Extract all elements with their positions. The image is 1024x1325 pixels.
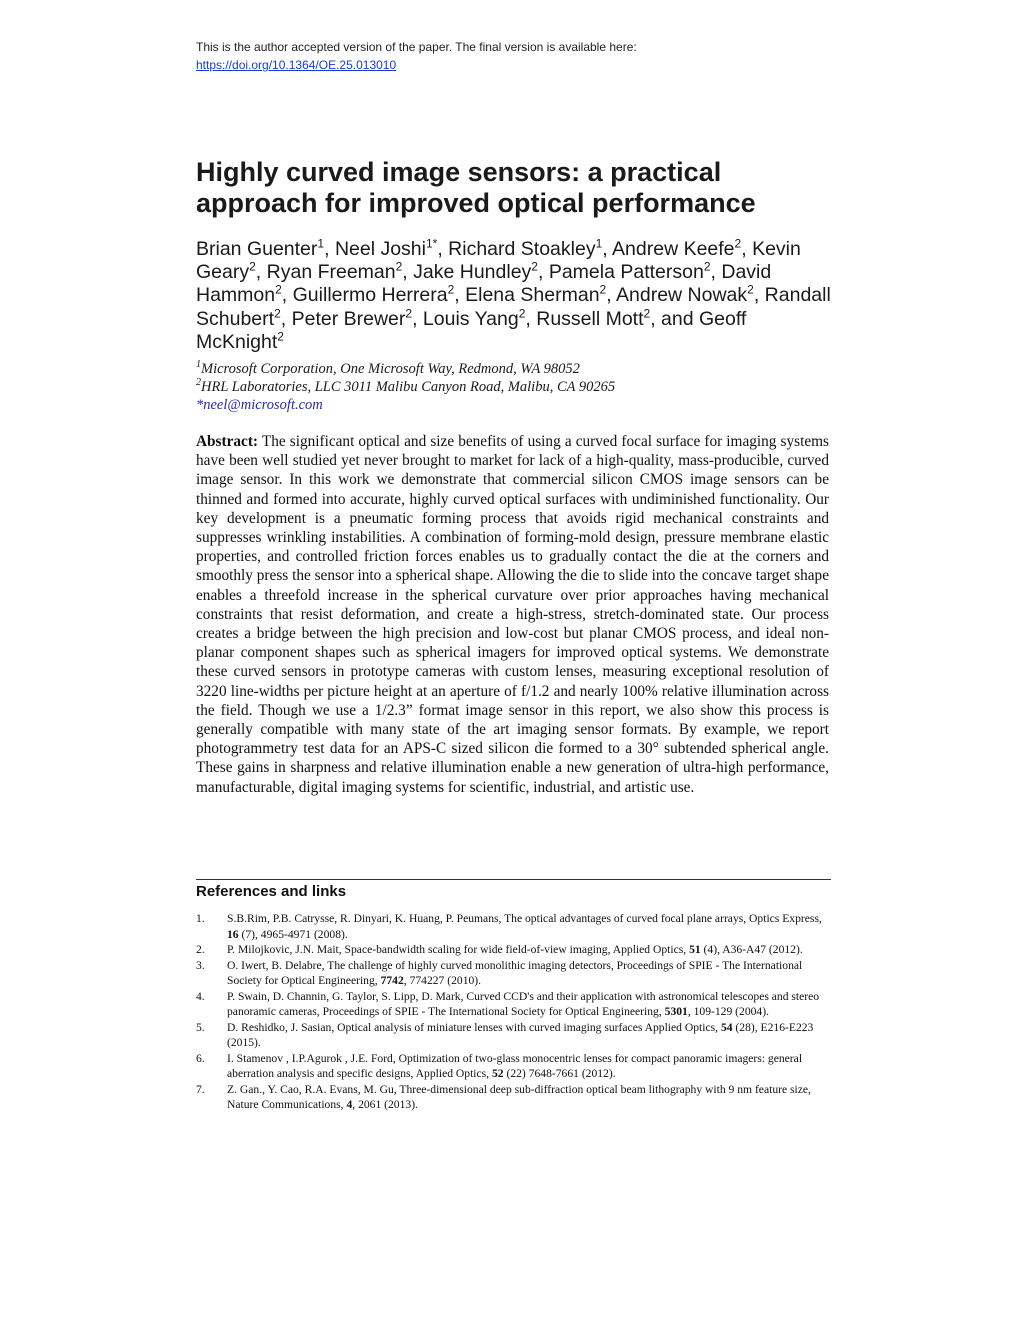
author-name: Peter Brewer [291, 307, 406, 330]
version-notice [196, 38, 637, 74]
affiliation-2: $^2$HRL Laboratories, LLC 3011 Malibu Canyon Road, Malibu, CA 90265 [196, 377, 616, 395]
reference-item [196, 989, 831, 1020]
abstract-label: Abstract: [196, 433, 259, 450]
author-affiliation-mark: 1 [317, 236, 325, 251]
reference-item [196, 1020, 831, 1051]
author-affiliation-mark: 2 [747, 282, 754, 297]
author-separator: , [454, 284, 466, 307]
author-affiliation-mark: 1* [425, 236, 438, 251]
affiliations [196, 360, 836, 414]
author-separator: , [281, 284, 293, 307]
author-affiliation-mark: 2 [599, 282, 607, 297]
author-separator: , [255, 261, 267, 284]
reference-number: 4. [196, 989, 205, 1003]
reference-volume: 5301 [664, 1005, 688, 1018]
author-name: Russell Mott [536, 307, 644, 330]
abstract [196, 432, 829, 797]
reference-list [196, 911, 831, 1113]
author-affiliation-mark: 2 [643, 306, 651, 321]
references-divider [196, 879, 831, 880]
reference-text-end: (4), A36-A47 (2012). [700, 943, 803, 956]
reference-text-end: , 2061 (2013). [352, 1098, 418, 1111]
author-affiliation-mark: 2 [703, 259, 711, 274]
author-affiliation-mark: 2 [274, 306, 281, 321]
reference-item [196, 1082, 831, 1113]
corresponding-email[interactable]: *neel@microsoft.com [196, 397, 323, 413]
author-name: Geoff McKnight [196, 307, 747, 353]
author-name: Guillermo Herrera [292, 284, 448, 307]
author-affiliation-mark: 2 [447, 282, 455, 297]
author-affiliation-mark: 2 [277, 329, 284, 344]
author-separator: , [602, 238, 613, 260]
version-notice-text: This is the author accepted version of the paper. The final version is available here: [196, 40, 637, 54]
author-separator: , [537, 261, 549, 284]
author-separator: , [412, 307, 423, 330]
author-affiliation-mark: 2 [531, 259, 538, 274]
author-list [196, 238, 836, 354]
reference-number: 6. [196, 1051, 205, 1065]
author-separator: , [324, 238, 335, 260]
author-name: Andrew Nowak [616, 284, 748, 307]
author-separator: , [402, 261, 414, 284]
affiliation-1: $^1$Microsoft Corporation, One Microsoft Way, Redmond, WA 98052 [196, 359, 580, 377]
reference-number: 5. [196, 1020, 205, 1034]
author-separator: , [525, 307, 537, 330]
reference-item [196, 958, 831, 989]
author-affiliation-mark: 2 [395, 259, 403, 274]
author-name: Kevin Geary [196, 238, 801, 284]
author-separator: , [437, 238, 449, 260]
reference-text: Z. Gan., Y. Cao, R.A. Evans, M. Gu, Three-dimensional deep sub-diffraction optical beam lithography with 9 nm feature size, Nature Communications, [227, 1082, 811, 1111]
reference-text: D. Reshidko, J. Sasian, Optical analysis of miniature lenses with curved imaging surfaces Applied Optics, [227, 1020, 721, 1034]
author-affiliation-mark: 2 [275, 282, 282, 297]
reference-volume: 51 [689, 943, 701, 956]
paper-title: Highly curved image sensors: a practical approach for improved optical performance [196, 157, 756, 218]
reference-text: P. Swain, D. Channin, G. Taylor, S. Lipp, D. Mark, Curved CCD's and their application with astronomical telescopes and stereo panoramic cameras, Proceedings of SPIE - The International Society for Optical Engineering, [227, 989, 820, 1018]
reference-volume: 54 [720, 1020, 733, 1034]
reference-text-end: (28), E216-E223 (2015). [227, 1020, 814, 1049]
author-name: Elena Sherman [465, 284, 600, 307]
abstract-text: The significant optical and size benefits of using a curved focal surface for imaging systems have been well studied yet never brought to market for lack of a high-quality, mass-producible, curved image sensor. In this work we demonstrate that commercial silicon CMOS image sensors can be thinned and formed into accurate, highly curved optical surfaces with undiminished functionality. Our key development is a pneumatic forming process that avoids rigid mechanical constraints and suppresses wrinkling instabilities. A combination of forming-mold design, pressure membrane elastic properties, and controlled friction forces enables us to gradually contact the die at the corners and smoothly press the sensor into a spherical shape. Allowing the die to slide into the concave target shape enables a threefold increase in the spherical curvature over prior approaches having mechanical constraints that resist deformation, and create a high-stress, stretch-dominated state. Our process creates a bridge between the high precision and low-cost but planar CMOS process, and ideal non-planar component shapes such as spherical imagers for improved optical systems. We demonstrate these curved sensors in prototype cameras with custom lenses, measuring exceptional resolution of 3220 line-widths per picture height at an aperture of f/1.2 and nearly 100% relative illumination across the field. Though we use a 1/2.3” format image sensor in this report, we also show this process is generally compatible with many state of the art imaging sensor formats. By example, we report photogrammetry test data for an APS-C sized silicon die formed to a 30° subtended spherical angle. These gains in sharpness and relative illumination enable a new generation of ultra-high performance, manufacturable, digital imaging systems for scientific, industrial, and artistic use. [196, 433, 829, 796]
reference-number: 1. [196, 912, 205, 925]
author-name: Pamela Patterson [548, 261, 704, 284]
author-name: Andrew Keefe [612, 238, 735, 260]
reference-volume: 16 [227, 927, 239, 941]
author-name: Richard Stoakley [448, 238, 596, 260]
reference-volume: 4 [346, 1098, 353, 1111]
reference-text-end: , 774227 (2010). [403, 974, 482, 987]
reference-item [196, 911, 831, 942]
reference-text: I. Stamenov , I.P.Agurok , J.E. Ford, Optimization of two-glass monocentric lenses for compact panoramic imagers: general aberration analysis and specific designs, Applied Optics, [227, 1051, 803, 1080]
doi-link[interactable]: https://doi.org/10.1364/OE.25.013010 [196, 58, 397, 72]
reference-volume: 52 [491, 1067, 504, 1080]
author-name: Neel Joshi [334, 238, 426, 260]
author-separator: , [606, 284, 616, 307]
reference-number: 7. [196, 1082, 205, 1096]
author-name: Louis Yang [422, 307, 519, 330]
author-affiliation-mark: 2 [518, 306, 526, 321]
references-heading: References and links [196, 883, 347, 900]
reference-number: 2. [196, 943, 205, 956]
author-name: Jake Hundley [413, 261, 532, 284]
author-name: Randall Schubert [196, 284, 831, 330]
reference-text-end: , 109-129 (2004). [687, 1005, 769, 1018]
reference-text: S.B.Rim, P.B. Catrysse, R. Dinyari, K. Huang, P. Peumans, The optical advantages of curved focal plane arrays, Optics Express, [227, 912, 822, 925]
author-name: Ryan Freeman [266, 261, 396, 284]
reference-text: O. Iwert, B. Delabre, The challenge of highly curved monolithic imaging detectors, Proceedings of SPIE - The International Society for Optical Engineering, [227, 958, 803, 987]
author-separator: , [741, 238, 753, 260]
reference-item [196, 942, 831, 958]
reference-volume: 7742 [380, 974, 404, 987]
author-separator: , [280, 307, 292, 330]
reference-item [196, 1051, 831, 1082]
reference-text-end: (22) 7648-7661 (2012). [503, 1067, 616, 1080]
author-affiliation-mark: 2 [734, 236, 742, 251]
author-affiliation-mark: 2 [249, 259, 256, 274]
author-affiliation-mark: 2 [405, 306, 413, 321]
reference-number: 3. [196, 958, 205, 972]
author-separator: , [753, 284, 765, 307]
author-separator: , and [650, 307, 699, 330]
author-name: David Hammon [196, 261, 772, 307]
author-name: Brian Guenter [196, 238, 318, 260]
reference-text: P. Milojkovic, J.N. Mait, Space-bandwidth scaling for wide field-of-view imaging, Applied Optics, [227, 943, 690, 956]
author-affiliation-mark: 1 [595, 236, 603, 251]
reference-text-end: (7), 4965-4971 (2008). [238, 927, 348, 941]
author-separator: , [710, 261, 722, 284]
